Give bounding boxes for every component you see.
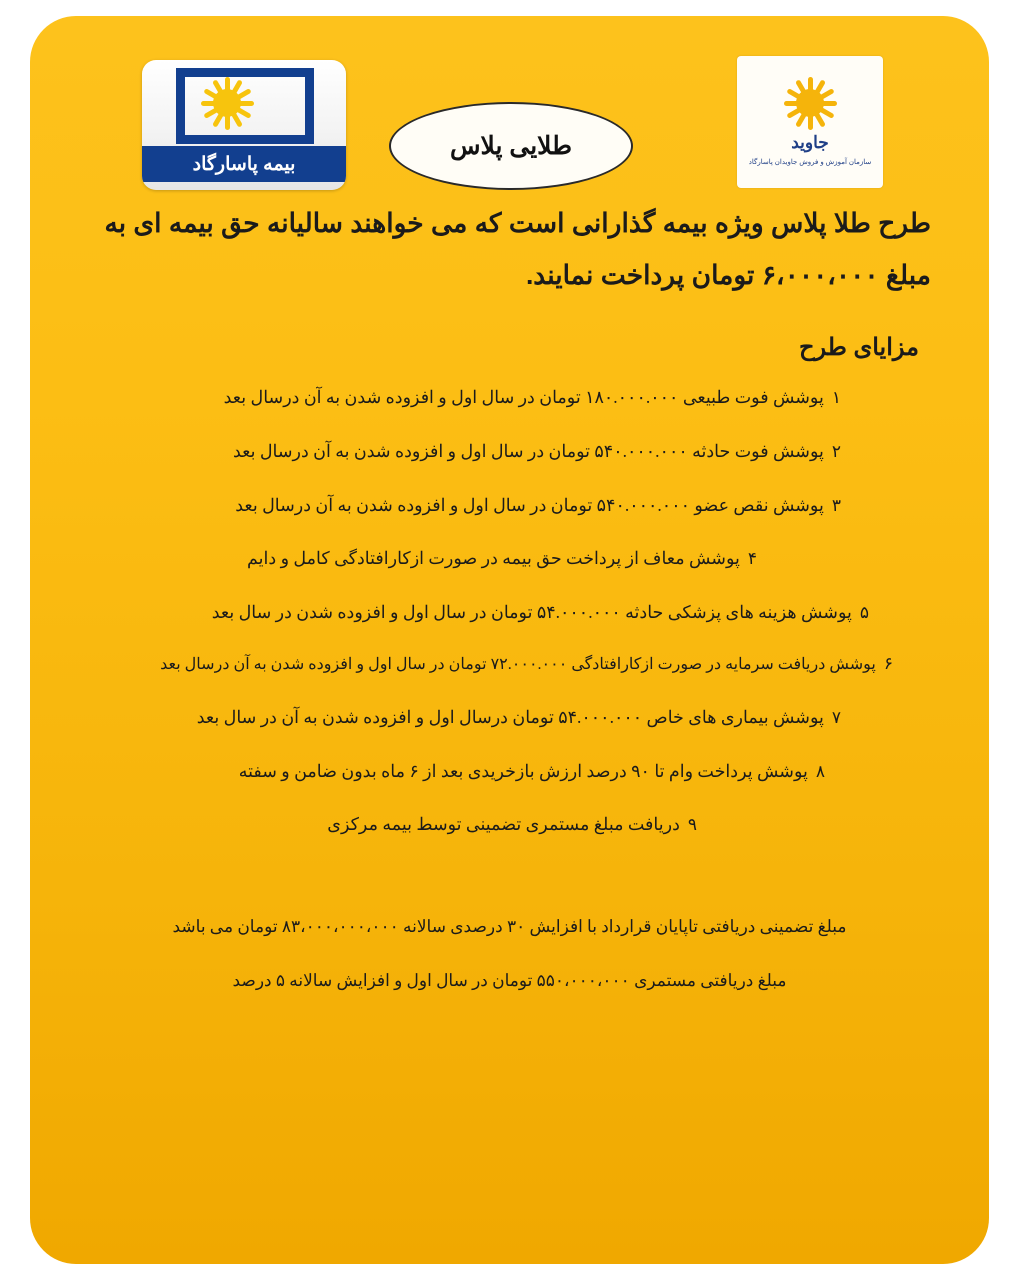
golden-plus-badge <box>389 102 633 190</box>
list-item-label: پوشش فوت حادثه ۵۴۰.۰۰۰.۰۰۰ تومان در سال اول و افزوده شدن به آن درسال بعد <box>232 440 824 461</box>
list-item-number: ۳ <box>831 495 841 515</box>
list-item <box>30 386 989 410</box>
footer-notes <box>30 915 989 993</box>
javid-logo-name: جاوید <box>791 133 829 153</box>
javid-organization-logo <box>737 56 883 188</box>
list-item-number: ۸ <box>815 761 825 781</box>
list-item-number: ۷ <box>831 708 841 728</box>
list-item-label: پوشش دریافت سرمایه در صورت ازکارافتادگی ۷۲.۰۰۰.۰۰۰ تومان در سال اول و افزوده شدن به آن درسال بعد <box>160 656 876 674</box>
list-item-label: پوشش معاف از پرداخت حق بیمه در صورت ازکارافتادگی کامل و دایم <box>247 548 740 569</box>
list-item-number: ۴ <box>747 549 757 569</box>
pasargad-insurance-logo <box>142 60 346 190</box>
guaranteed-amount-note: مبلغ تضمینی دریافتی تاپایان قرارداد با افزایش ۳۰ درصدی سالانه ۸۳،۰۰۰،۰۰۰،۰۰۰ تومان می باشد <box>172 916 847 936</box>
list-item <box>30 760 989 784</box>
list-item <box>30 547 989 571</box>
benefits-section-title: مزایای طرح <box>798 334 919 362</box>
javid-logo-subtitle: سازمان آموزش و فروش جاویدان پاسارگاد <box>748 159 872 167</box>
list-item-number: ۱ <box>831 388 841 408</box>
list-item <box>30 440 989 464</box>
sun-icon <box>783 76 837 130</box>
sun-icon <box>200 76 254 130</box>
poster-header <box>30 16 989 188</box>
list-item <box>30 494 989 518</box>
list-item <box>30 601 989 625</box>
list-item <box>30 813 989 837</box>
poster-card <box>30 16 989 1264</box>
list-item-number: ۶ <box>883 654 893 674</box>
pension-amount-note: مبلغ دریافتی مستمری ۵۵۰،۰۰۰،۰۰۰ تومان در سال اول و افزایش سالانه ۵ درصد <box>232 970 787 990</box>
list-item-number: ۹ <box>687 815 697 835</box>
list-item-label: پوشش پرداخت وام تا ۹۰ درصد ارزش بازخریدی بعد از ۶ ماه بدون ضامن و سفته <box>238 760 808 781</box>
pasargad-logo-name: بیمه پاسارگاد <box>192 153 296 175</box>
golden-plus-badge-label: طلایی پلاس <box>450 132 572 160</box>
list-item-label: پوشش نقص عضو ۵۴۰.۰۰۰.۰۰۰ تومان در سال اول و افزوده شدن به آن درسال بعد <box>235 494 824 515</box>
list-item-number: ۵ <box>859 602 869 622</box>
list-item <box>30 654 989 676</box>
page-title: طرح طلا پلاس ویژه بیمه گذارانی است که می خواهند سالیانه حق بیمه ای به مبلغ ۶،۰۰۰،۰۰۰ تومان پرداخت نمایند. <box>104 208 931 290</box>
pasargad-logo-band <box>142 146 346 182</box>
benefits-list <box>30 386 989 837</box>
list-item-label: پوشش هزینه های پزشکی حادثه ۵۴.۰۰۰.۰۰۰ تومان در سال اول و افزوده شدن در سال بعد <box>211 601 852 622</box>
list-item <box>30 706 989 730</box>
list-item-label: پوشش بیماری های خاص ۵۴.۰۰۰.۰۰۰ تومان درسال اول و افزوده شدن به آن در سال بعد <box>196 707 824 728</box>
list-item-number: ۲ <box>831 441 841 461</box>
list-item-label: دریافت مبلغ مستمری تضمینی توسط بیمه مرکزی <box>327 814 680 835</box>
list-item-label: پوشش فوت طبیعی ۱۸۰.۰۰۰.۰۰۰ تومان در سال اول و افزوده شدن به آن درسال بعد <box>223 387 824 408</box>
